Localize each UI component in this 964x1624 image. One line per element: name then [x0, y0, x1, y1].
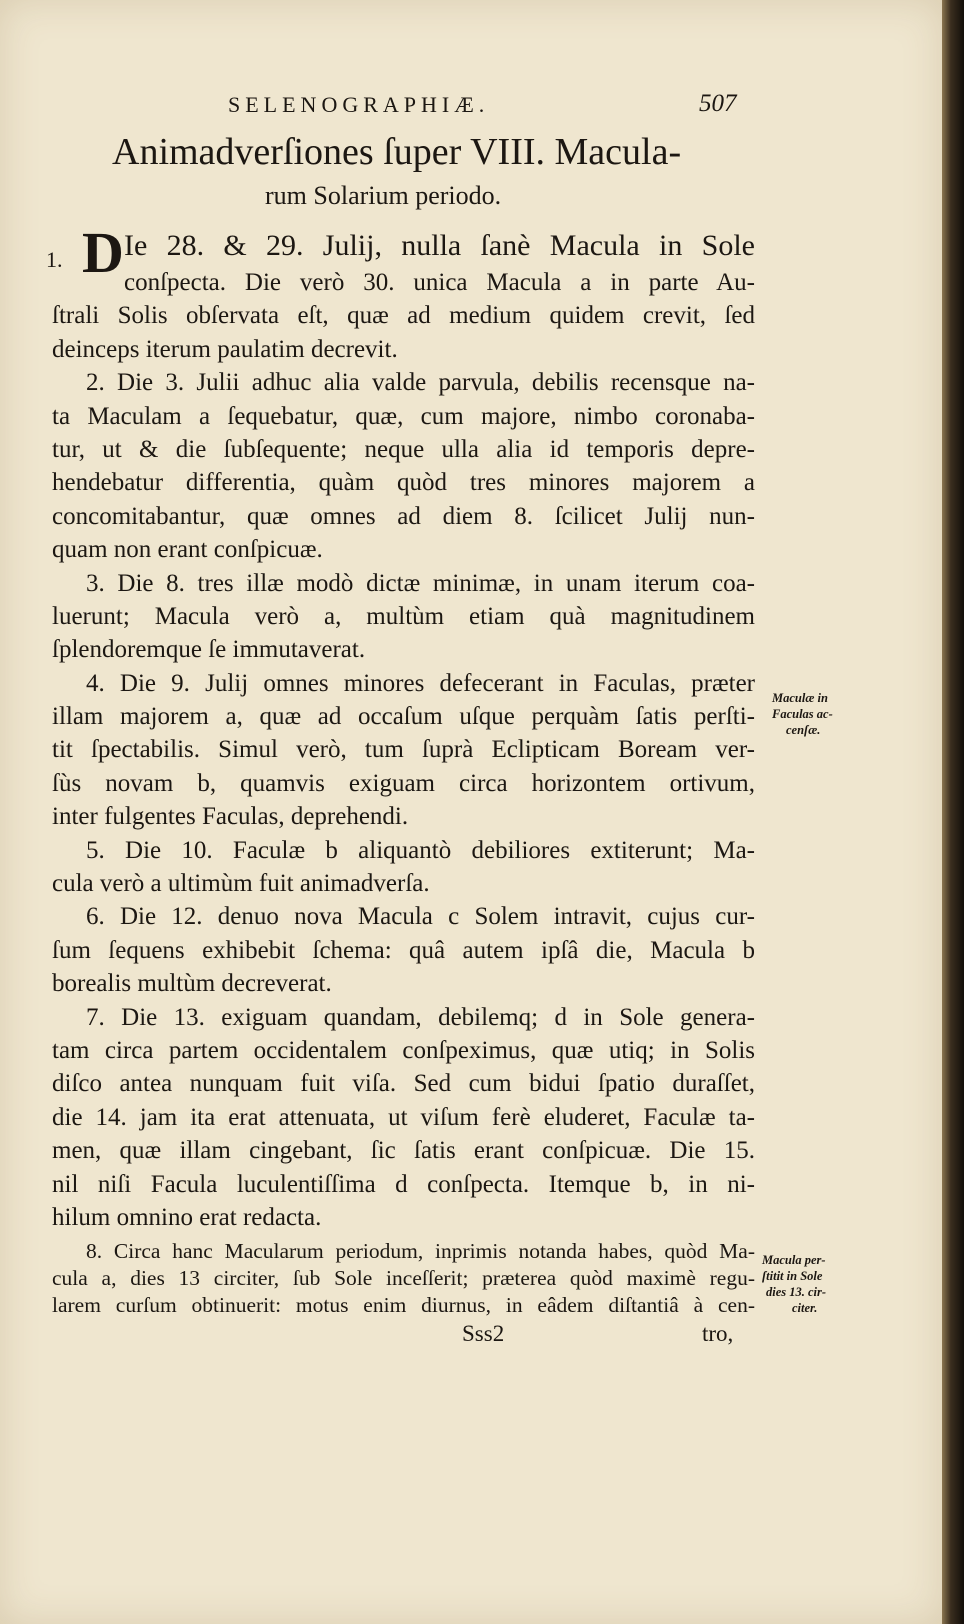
paragraph-2-line: quam non erant conſpicuæ.: [52, 536, 323, 564]
paragraph-text: Ie 28. & 29. Julij, nulla ſanè Macula in Sole: [124, 229, 755, 262]
paragraph-number: 1.: [46, 247, 63, 272]
margin-note-line: dies 13. cir-: [766, 1285, 827, 1299]
catchword: tro,: [702, 1321, 734, 1347]
paragraph-7-line: hilum omnino erat redacta.: [52, 1203, 322, 1231]
paragraph-4-line: tit ſpectabilis. Simul verò, tum ſuprà Eclipticam Boream ver-: [52, 736, 755, 764]
paragraph-8-line: larem curſum obtinuerit: motus enim diurnus, in eâdem diſtantiâ à cen-: [52, 1293, 755, 1318]
paragraph-3-line: 3. Die 8. tres illæ modò dictæ minimæ, in unam iterum coa-: [86, 569, 755, 597]
paragraph-8-line: 8. Circa hanc Macularum periodum, inprimis notanda habes, quòd Ma-: [86, 1239, 755, 1264]
paragraph-2-line: concomitabantur, quæ omnes ad diem 8. ſcilicet Julij nun-: [52, 502, 755, 530]
running-head: SELENOGRAPHIÆ.: [228, 92, 490, 117]
margin-note-line: Faculas ac-: [772, 707, 833, 721]
margin-note-line: Maculæ in: [772, 691, 828, 705]
paragraph-2-line: tur, ut & die ſubſequente; neque ulla alia id temporis depre-: [52, 435, 755, 463]
drop-cap: D: [82, 220, 124, 285]
margin-note-line: Macula per-: [762, 1253, 826, 1267]
signature-mark: Sss2: [462, 1321, 505, 1347]
page-header: [0, 92, 942, 126]
page-footer: [52, 1321, 755, 1355]
margin-note-1: [772, 690, 852, 738]
paragraph-7-line: nil niſi Facula luculentiſſima d conſpecta. Itemque b, in ni-: [52, 1170, 755, 1198]
paragraph-7-line: die 14. jam ita erat attenuata, ut viſum ferè eluderet, Faculæ ta-: [52, 1103, 755, 1131]
margin-note-line: citer.: [792, 1301, 818, 1315]
paragraph-2-line: ta Maculam a ſequebatur, quæ, cum majore, nimbo coronaba-: [52, 402, 755, 430]
paragraph-1-line: conſpecta. Die verò 30. unica Macula a in parte Au-: [124, 269, 755, 296]
paragraph-3-line: ſplendoremque ſe immutaverat.: [52, 636, 366, 664]
paragraph-2-line: hendebatur differentia, quàm quòd tres minores majorem a: [52, 469, 755, 497]
paragraph-7-line: diſco antea nunquam fuit viſa. Sed cum bidui ſpatio duraſſet,: [52, 1070, 755, 1098]
paragraph-4-line: illam majorem a, quæ ad occaſum uſque perquàm ſatis perſti-: [52, 703, 755, 731]
margin-note-2: [762, 1252, 852, 1316]
body-text: [46, 220, 755, 1355]
margin-note-line: ſtitit in Sole: [762, 1269, 823, 1283]
paragraph-5-line: cula verò a ultimùm fuit animadverſa.: [52, 870, 430, 898]
paragraph-8-line: cula a, dies 13 circiter, ſub Sole inceſſerit; præterea quòd maximè regu-: [52, 1266, 755, 1291]
paragraph-2-line: 2. Die 3. Julii adhuc alia valde parvula, debilis recensque na-: [86, 369, 755, 397]
paragraph-7-line: tam circa partem occidentalem conſpeximus, quæ utiq; in Solis: [52, 1036, 755, 1064]
paragraph-1-line: deinceps iterum paulatim decrevit.: [52, 335, 398, 363]
paragraph-4-line: inter fulgentes Faculas, deprehendi.: [52, 803, 409, 831]
page-edge: [942, 0, 964, 1624]
section-title-line-2: rum Solarium periodo.: [265, 181, 502, 210]
margin-note-line: cenſæ.: [786, 723, 821, 737]
paragraph-7-line: men, quæ illam cingebant, ſic ſatis erant conſpicuæ. Die 15.: [52, 1137, 755, 1165]
paragraph-3-line: luerunt; Macula verò a, multùm etiam quà magnitudinem: [52, 602, 755, 630]
paragraph-1-line: ſtrali Solis obſervata eſt, quæ ad medium quidem crevit, ſed: [52, 302, 755, 330]
paragraph-6-line: 6. Die 12. denuo nova Macula c Solem intravit, cujus cur-: [86, 903, 755, 931]
paragraph-4-line: 4. Die 9. Julij omnes minores defecerant in Faculas, præter: [86, 669, 755, 697]
paragraph-4-line: ſùs novam b, quamvis exiguam circa horizontem ortivum,: [52, 769, 755, 797]
paragraph-6-line: ſum ſequens exhibebit ſchema: quâ autem ipſâ die, Macula b: [52, 936, 755, 964]
paragraph-7-line: 7. Die 13. exiguam quandam, debilemq; d in Sole genera-: [86, 1003, 755, 1031]
paragraph-8: [52, 1238, 755, 1319]
section-title-line-1: Animadverſiones ſuper VIII. Macula-: [112, 131, 682, 173]
page-number: 507: [699, 90, 737, 117]
paragraph-5-line: 5. Die 10. Faculæ b aliquantò debiliores extiterunt; Ma-: [86, 836, 755, 864]
paragraph-6-line: borealis multùm decreverat.: [52, 970, 332, 998]
